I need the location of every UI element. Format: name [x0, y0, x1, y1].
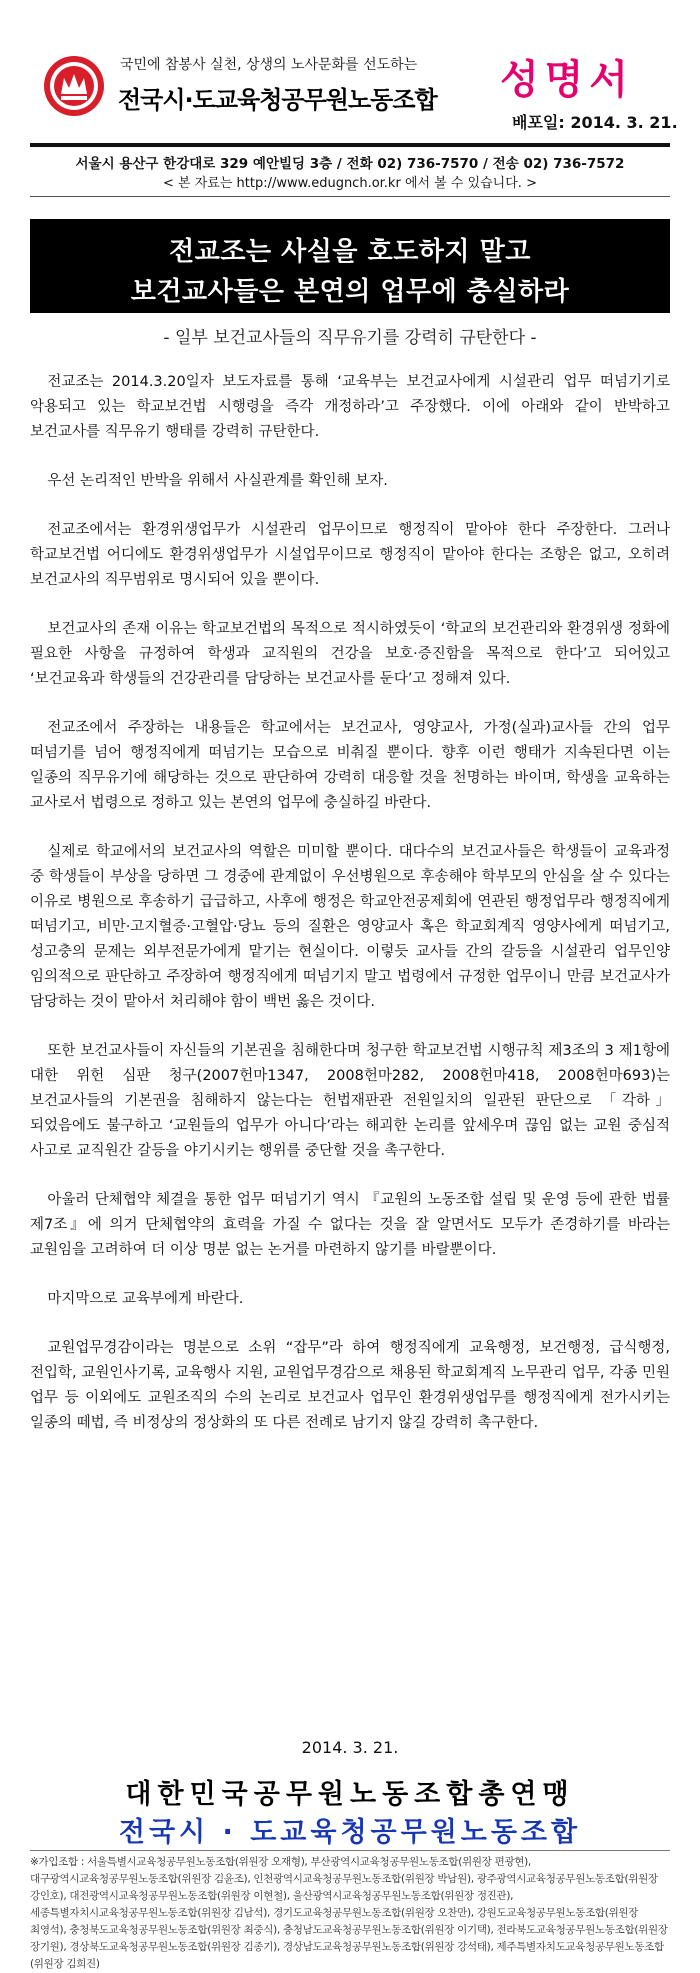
union-name: 전국시·도교육청공무원노동조합	[118, 86, 437, 114]
contact-address: 서울시 용산구 한강대로 329 예안빌딩 3층 / 전화 02) 736-7570 / 전송 02) 736-7572	[75, 156, 625, 172]
headline-subtitle: - 일부 보건교사들의 직무유기를 강력히 규탄한다 -	[163, 328, 537, 348]
paragraph: 우선 논리적인 반박을 위해서 사실관계를 확인해 보자.	[47, 473, 388, 489]
source-link-note: < 본 자료는 http://www.edugnch.or.kr 에서 볼 수 있습니다. >	[163, 176, 537, 191]
paragraph: 아울러 단체협약 체결을 통한 업무 떠넘기기 역시 『교원의 노동조합 설립 및 운영 등에 관한 법률 제7조』에 의거 단체협약의 효력을 가질 수 없다는 것을 잘 알면서도 모두가 존경하기를 바라는 교원임을 고려하여 더 이상 명분 없는 논거를 마련하지 않기를 바랄뿐이다.	[30, 1192, 670, 1258]
letterhead	[30, 40, 678, 140]
statement-title: 성명서	[500, 56, 634, 103]
paragraph: 또한 보건교사들이 자신들의 기본권을 침해한다며 청구한 학교보건법 시행규칙 제3조의 3 제1항에 대한 위헌 심판 청구(2007헌마1347, 2008헌마282, 2008헌마418, 2008헌마693)는 보건교사들의 기본권을 침해하지 않는다는 헌법재판관 전원일치의 일관된 판단으로 「각하」되었음에도 불구하고 ‘교원들의 업무가 아니다’라는 해괴한 논리를 앞세우며 끊임 없는 교원 중심적 사고로 교직원간 갈등을 야기시키는 행위를 중단할 것을 촉구한다.	[30, 1043, 670, 1159]
paragraph: 전교조에서 주장하는 내용들은 학교에서는 보건교사, 영양교사, 가정(실과)교사들 간의 업무 떠넘기를 넘어 행정직에게 떠넘기는 모습으로 비춰질 뿐이다. 향후 이런 행태가 지속된다면 이는 일종의 직무유기에 해당하는 것으로 판단하여 강력히 대응할 것을 천명하는 바이며, 학생을 교육하는 교사로서 법령으로 정하고 있는 본연의 업무에 충실하길 바란다.	[30, 720, 670, 811]
headline-line-2: 보건교사들은 본연의 업무에 충실하라	[130, 277, 570, 307]
signature-date: 2014. 3. 21.	[301, 1738, 399, 1757]
paragraph: 실제로 학교에서의 보건교사의 역할은 미미할 뿐이다. 대다수의 보건교사들은 학생들이 교육과정 중 학생들이 부상을 당하면 그 경중에 관계없이 우선병원으로 후송해야 학부모의 안심을 살 수 있다는 이유로 병원으로 후송하기 급급하고, 사후에 행정은 학교안전공제회에 연관된 행정업무라 행정직에게 떠넘기고, 비만·고지혈증·고혈압·당뇨 등의 질환은 영양교사 혹은 학교회계직 영양사에게 떠넘기고, 성고충의 문제는 외부전문가에게 맡기는 현실이다. 이렇듯 교사들 간의 갈등을 시설관리 업무인양 임의적으로 판단하고 주장하여 행정직에게 떠넘기지 말고 법령에서 규정한 업무이니 만큼 보건교사가 담당하는 것이 맡아서 처리해야 함이 백번 옳은 것이다.	[30, 844, 670, 1010]
source-divider	[30, 196, 670, 197]
slogan: 국민에 참봉사 실천, 상생의 노사문화를 선도하는	[120, 57, 418, 73]
member-unions-note: ※가입조합 : 서울특별시교육청공무원노동조합(위원장 오재형), 부산광역시교육청공무원노동조합(위원장 편광현), 대구광역시교육청공무원노동조합(위원장 김윤조), 인천광역시교육청공무원노동조합(위원장 박남원), 광주광역시교육청공무원노동조합(위원장 강인호), 대전광역시교육청공무원노동조합(위원장 이현철), 울산광역시교육청공무원노동조합(위원장 정진관), 세종특별자치시교육청공무원노동조합(위원장 김남석), 경기도교육청공무원노동조합(위원장 오찬만), 강원도교육청공무원노동조합(위원장 최영석), 충청북도교육청공무원노동조합(위원장 최중식), 충청남도교육청공무원노동조합(위원장 이기택), 전라북도교육청공무원노동조합(위원장 장기원), 경상북도교육청공무원노동조합(위원장 김종기), 경상남도교육청공무원노동조합(위원장 강석태), 제주특별자치도교육청공무원노동조합(위원장 김희진)	[30, 1856, 668, 1970]
paragraph: 마지막으로 교육부에게 바란다.	[47, 1291, 244, 1307]
headline-box	[30, 219, 670, 313]
headline-line-1: 전교조는 사실을 호도하지 말고	[169, 237, 531, 267]
paragraph: 전교조는 2014.3.20일자 보도자료를 통해 ‘교육부는 보건교사에게 시설관리 업무 떠넘기기로 악용되고 있는 학교보건법 시행령을 즉각 개정하라’고 주장했다. 이에 아래와 같이 반박하고 보건교사를 직무유기 행태를 강력히 규탄한다.	[30, 374, 670, 440]
footer-divider	[30, 1850, 670, 1851]
union-signature: 전국시 · 도교육청공무원노동조합	[118, 1817, 582, 1848]
statement-body	[30, 370, 670, 1460]
paragraph: 전교조에서는 환경위생업무가 시설관리 업무이므로 행정직이 맡아야 한다 주장한다. 그러나 학교보건법 어디에도 환경위생업무가 시설업무이므로 행정직이 맡아야 한다는 조항은 없고, 오히려 보건교사의 직무범위로 명시되어 있을 뿐이다.	[30, 522, 670, 588]
header-divider	[30, 143, 670, 147]
distribution-date: 배포일: 2014. 3. 21.	[512, 113, 678, 132]
paragraph: 교원업무경감이라는 명분으로 소위 “잡무”라 하여 행정직에게 교육행정, 보건행정, 급식행정, 전입학, 교원인사기록, 교육행사 지원, 교원업무경감으로 채용된 학교회계직 노무관리 업무, 각종 민원 업무 등 이외에도 교원조직의 수의 논리로 보건교사 업무인 환경위생업무를 행정직에게 전가시키는 일종의 떼법, 즉 비정상의 정상화의 또 다른 전례로 남기지 않길 강력히 촉구한다.	[30, 1340, 670, 1431]
federation-name: 대한민국공무원노동조합총연맹	[125, 1779, 575, 1810]
paragraph: 보건교사의 존재 이유는 학교보건법의 목적으로 적시하였듯이 ‘학교의 보건관리와 환경위생 정화에 필요한 사항을 규정하여 학생과 교직원의 건강을 보호·증진함을 목적으로 한다’고 되어있고 ‘보건교육과 학생들의 건강관리를 담당하는 보건교사를 둔다’고 정해져 있다.	[30, 621, 670, 687]
union-emblem-icon	[42, 54, 106, 118]
